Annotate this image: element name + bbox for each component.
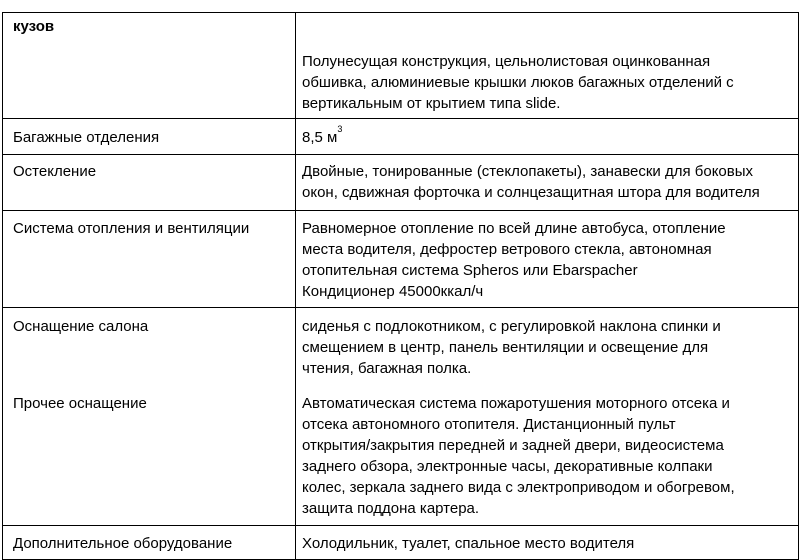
row-value-other-line1: Автоматическая система пожаротушения моторного отсека и [302,395,730,412]
row-label-glazing: Остекление [13,163,97,180]
table-border-left [2,12,3,560]
row-value-other-line5: колес, зеркала заднего вида с электроприводом и обогревом, [302,479,735,496]
row-divider [2,118,799,119]
row-label-luggage: Багажные отделения [13,129,160,146]
luggage-volume: 8,5 м [302,129,338,146]
row-divider [2,154,799,155]
table-border-right [798,12,799,560]
row-value-additional: Холодильник, туалет, спальное место водителя [302,535,635,552]
row-value-heating-line4: Кондиционер 45000ккал/ч [302,283,484,300]
row-value-interior-line1: сиденья с подлокотником, с регулировкой наклона спинки и [302,318,721,335]
row-divider [2,307,799,308]
row-value-glazing-line2: окон, сдвижная форточка и солнцезащитная штора для водителя [302,184,760,201]
row-value-body-line3: вертикальным от крытием типа slide. [302,95,561,112]
column-divider [295,12,296,560]
row-value-other-line4: заднего обзора, электронные часы, декоративные колпаки [302,458,713,475]
row-value-heating-line1: Равномерное отопление по всей длине автобуса, отопление [302,220,726,237]
row-value-body-line1: Полунесущая конструкция, цельнолистовая оцинкованная [302,53,711,70]
row-value-interior-line3: чтения, багажная полка. [302,360,472,377]
row-value-body-line2: обшивка, алюминиевые крышки люков багажных отделений с [302,74,734,91]
row-value-other-line6: защита поддона картера. [302,500,480,517]
row-value-glazing-line1: Двойные, тонированные (стеклопакеты), занавески для боковых [302,163,754,180]
table-border-top [2,12,799,13]
row-value-heating-line2: места водителя, дефростер ветрового стекла, автономная [302,241,712,258]
row-label-body: кузов [13,18,55,35]
row-value-other-line3: открытия/закрытия передней и задней двери, видеосистема [302,437,724,454]
row-divider [2,210,799,211]
volume-unit-exponent: 3 [337,124,343,134]
row-label-heating: Система отопления и вентиляции [13,220,250,237]
row-value-interior-line2: смещением в центр, панель вентиляции и освещение для [302,339,709,356]
row-value-other-line2: отсека автономного отопителя. Дистанционный пульт [302,416,676,433]
row-label-additional: Дополнительное оборудование [13,535,233,552]
row-value-heating-line3: отопительная система Spheros или Ebarspacher [302,262,638,279]
row-divider [2,525,799,526]
row-value-luggage [302,124,343,148]
row-label-other: Прочее оснащение [13,395,147,412]
row-label-interior: Оснащение салона [13,318,149,335]
